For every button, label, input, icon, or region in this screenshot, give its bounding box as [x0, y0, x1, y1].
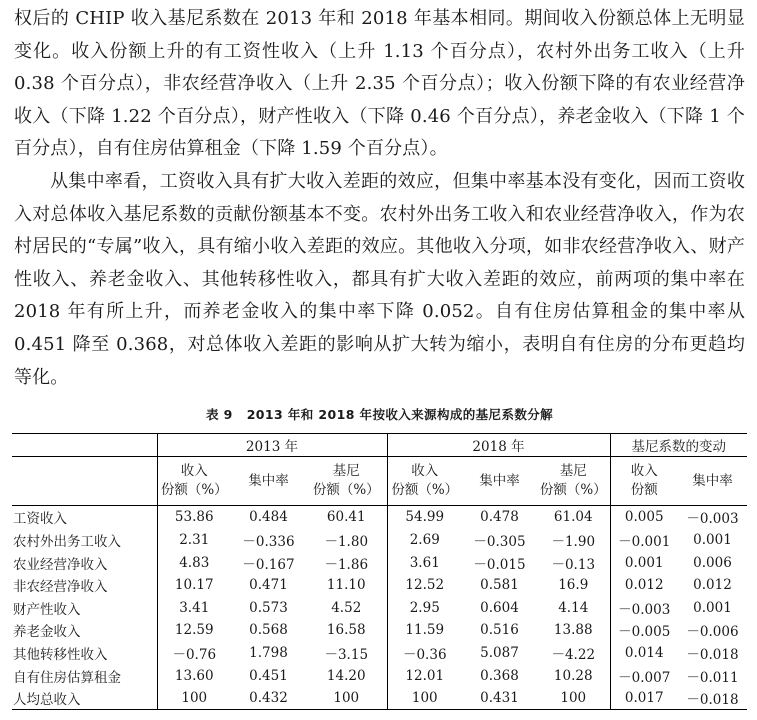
body-paragraph-2: 从集中率看，工资收入具有扩大收入差距的效应，但集中率基本没有变化，因而工资收入对总体收入基尼系数的贡献份额基本不变。农村外出务工收入和农业经营净收入，作为农村居民的“专属”收入，具有缩小收入差距的效应。其他收入分项，如非农经营净收入、财产性收入、养老金收入、其他转移性收入，都具有扩大收入差距的效应，前两项的集中率在 2018 年有所上升，而养老金收入的集中率下降 0.052。自有住房估算租金的集中率从 0.451 降至 0.368，对总体收入差距的影响从扩大转为缩小，表明自有住房的分布更趋均等化。	[14, 170, 745, 388]
table-cell: 2.95	[409, 599, 440, 616]
header-corner	[12, 457, 157, 506]
table-cell: －0.006	[686, 624, 739, 641]
table-cell: 0.001	[693, 599, 732, 616]
table-cell: 0.478	[480, 509, 519, 526]
column-header-line: 集中率	[479, 472, 520, 489]
table-cell: 60.41	[306, 506, 387, 529]
table-row	[12, 642, 747, 665]
table-cell: 11.59	[405, 622, 445, 639]
table-cell: 0.006	[693, 554, 732, 571]
row-label: 自有住房估算租金	[12, 664, 157, 687]
table-cell: 12.52	[405, 577, 445, 594]
table-body	[12, 506, 747, 710]
column-header	[387, 457, 462, 506]
table-cell: 2.69	[409, 532, 440, 549]
table-cell: 0.516	[480, 622, 519, 639]
table-cell: 4.14	[537, 597, 610, 620]
table-cell: 0.368	[480, 667, 519, 684]
body-paragraph-1: 权后的 CHIP 收入基尼系数在 2013 年和 2018 年基本相同。期间收入份额总体上无明显变化。收入份额上升的有工资性收入（上升 1.13 个百分点），农村外出务工收入（上升 0.38 个百分点），非农经营净收入（上升 2.35 个百分点）；收入份额下降的有农业经营净收入（下降 1.22 个百分点），财产性收入（下降 0.46 个百分点），养老金收入（下降 1 个百分点），自有住房估算租金（下降 1.59 个百分点）。	[14, 8, 745, 160]
column-header-line: 基尼	[559, 463, 587, 480]
table-row	[12, 664, 747, 687]
group-header: 2018 年	[387, 434, 610, 457]
row-label: 养老金收入	[12, 619, 157, 642]
table-cell: 4.83	[179, 554, 210, 571]
table-cell: 12.59	[174, 622, 214, 639]
table-cell: －0.167	[242, 556, 295, 573]
column-header-line: 份额	[630, 482, 658, 499]
table-caption-title: 2013 年和 2018 年按收入来源构成的基尼系数分解	[246, 407, 554, 423]
table-cell: 0.604	[480, 599, 519, 616]
column-header-line: 收入	[411, 463, 439, 480]
table-cell: 53.86	[174, 509, 214, 526]
row-label: 人均总收入	[12, 687, 157, 710]
table-cell: 3.61	[409, 554, 440, 571]
table-cell: －0.305	[473, 534, 526, 551]
table-cell: 5.087	[480, 644, 519, 661]
table-group-header-row	[12, 434, 747, 457]
row-label: 其他转移性收入	[12, 642, 157, 665]
column-header-line: 份额（%）	[391, 482, 459, 499]
table-cell: 2.31	[179, 532, 210, 549]
table-cell: 12.01	[405, 667, 445, 684]
table-caption	[14, 405, 745, 423]
gini-decomposition-table	[12, 433, 747, 710]
table-cell: 11.10	[306, 574, 387, 597]
table-cell: 0.014	[624, 644, 664, 661]
column-header	[537, 457, 610, 506]
table-cell: 4.52	[306, 597, 387, 620]
table-cell: 54.99	[405, 509, 445, 526]
table-cell: 0.012	[693, 577, 732, 594]
table-cell: 0.012	[624, 577, 664, 594]
table-cell: 0.573	[249, 599, 288, 616]
table-cell: 3.41	[179, 599, 210, 616]
table-cell: 61.04	[537, 506, 610, 529]
row-label: 非农经营净收入	[12, 574, 157, 597]
table-cell: －0.336	[242, 534, 295, 551]
table-cell: －0.003	[618, 601, 671, 618]
column-header-line: 集中率	[248, 472, 289, 489]
column-header-line: 份额（%）	[539, 482, 607, 499]
table-cell: －1.80	[306, 529, 387, 552]
table-cell: －0.011	[686, 669, 739, 686]
table-row	[12, 597, 747, 620]
table-cell: －4.22	[537, 642, 610, 665]
table-cell: －0.018	[678, 687, 747, 710]
column-header	[678, 457, 747, 506]
group-header: 基尼系数的变动	[610, 434, 747, 457]
column-header-line: 基尼	[332, 463, 360, 480]
table-row	[12, 506, 747, 529]
group-header: 2013 年	[157, 434, 387, 457]
table-cell: －0.001	[618, 534, 671, 551]
table-cell: 16.9	[537, 574, 610, 597]
table-cell: 0.471	[249, 577, 288, 594]
table-cell: 100	[306, 687, 387, 710]
table-cell: －0.018	[686, 646, 739, 663]
table-cell: 100	[537, 687, 610, 710]
column-header-line: 集中率	[692, 472, 733, 489]
table-cell: 0.451	[249, 667, 288, 684]
header-corner	[12, 434, 157, 457]
table-cell: 0.001	[693, 532, 732, 549]
column-header	[462, 457, 537, 506]
column-header-line: 收入	[180, 463, 208, 480]
column-header-line: 收入	[630, 463, 658, 480]
table-cell: 100	[387, 687, 462, 710]
table-cell: 14.20	[306, 664, 387, 687]
table-row	[12, 529, 747, 552]
table-cell: 100	[157, 687, 231, 710]
table-cell: －0.003	[686, 511, 739, 528]
column-header-line: 份额（%）	[312, 482, 380, 499]
table-cell: 0.001	[624, 554, 664, 571]
row-label: 农村外出务工收入	[12, 529, 157, 552]
table-cell: 0.017	[610, 687, 678, 710]
column-header	[157, 457, 231, 506]
column-header-line: 份额（%）	[160, 482, 228, 499]
table-cell: 0.484	[249, 509, 288, 526]
table-subheader-row	[12, 457, 747, 506]
column-header	[306, 457, 387, 506]
table-cell: －0.76	[172, 646, 217, 663]
table-cell: 0.581	[480, 577, 519, 594]
table-caption-label: 表 9	[205, 407, 233, 423]
table-row	[12, 574, 747, 597]
table-row	[12, 619, 747, 642]
table-cell: 13.88	[537, 619, 610, 642]
table-cell: －0.36	[402, 646, 447, 663]
table-cell: 16.58	[306, 619, 387, 642]
table-cell: 0.431	[462, 687, 537, 710]
table-cell: －3.15	[306, 642, 387, 665]
table-cell: 0.568	[249, 622, 288, 639]
table-cell: －1.90	[537, 529, 610, 552]
table-cell: 1.798	[249, 644, 288, 661]
table-cell: －1.86	[306, 551, 387, 574]
row-label: 财产性收入	[12, 597, 157, 620]
table-cell: －0.007	[618, 669, 671, 686]
row-label: 农业经营净收入	[12, 551, 157, 574]
table-cell: －0.005	[618, 624, 671, 641]
table-cell: 0.005	[624, 509, 664, 526]
table-cell: －0.13	[537, 551, 610, 574]
column-header	[610, 457, 678, 506]
table-cell: －0.015	[473, 556, 526, 573]
row-label: 工资收入	[12, 506, 157, 529]
table-cell: 10.17	[174, 577, 214, 594]
table-row	[12, 687, 747, 710]
table-cell: 13.60	[174, 667, 214, 684]
table-row	[12, 551, 747, 574]
table-cell: 0.432	[231, 687, 306, 710]
column-header	[231, 457, 306, 506]
table-cell: 10.28	[537, 664, 610, 687]
